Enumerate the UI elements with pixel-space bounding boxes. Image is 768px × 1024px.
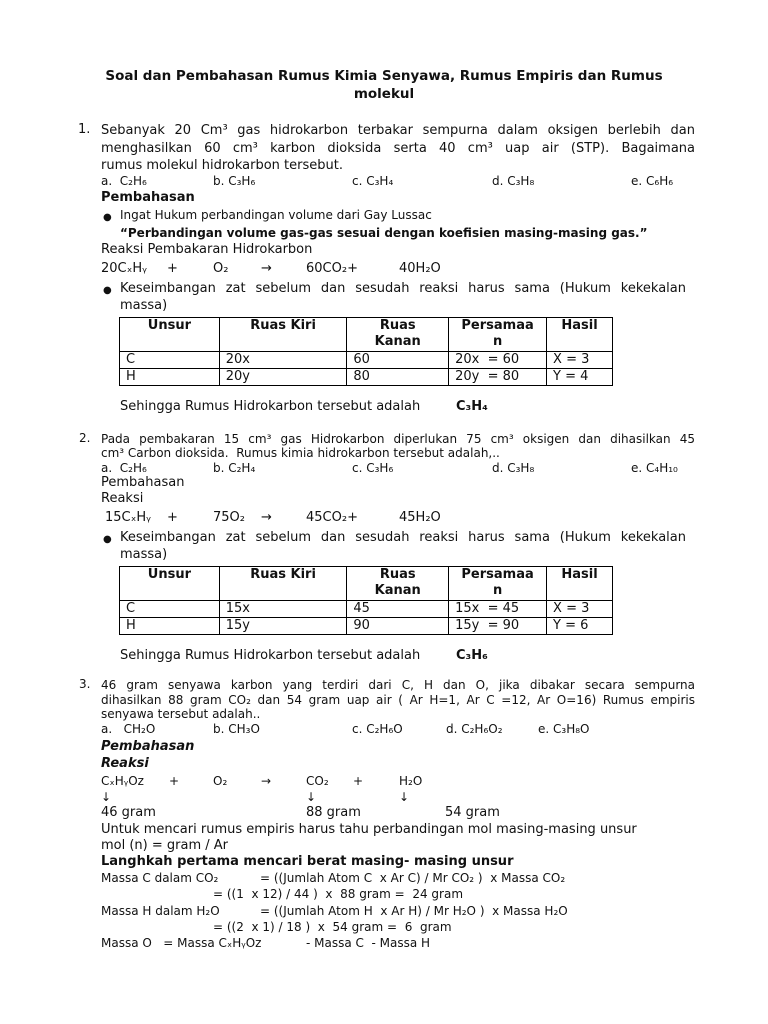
table-cell: 15y (219, 617, 347, 634)
table-cell: 45 (347, 600, 449, 617)
q3-eq-reactant: CₓHᵧOz (101, 774, 144, 788)
q1-table (119, 317, 613, 386)
q2-option-d: d. C₃H₈ (492, 461, 535, 475)
table-cell: 20x (219, 351, 347, 368)
q3-mass-h2o: 54 gram (445, 805, 500, 820)
q2-conclusion: Sehingga Rumus Hidrokarbon tersebut adalah (120, 648, 421, 663)
down-arrow-icon: ↓ (306, 790, 317, 804)
table-cell: 20y = 80 (449, 368, 547, 385)
bullet-icon: ● (103, 285, 112, 296)
title-line-2: molekul (353, 85, 415, 102)
table-cell: H (120, 368, 220, 385)
q2-answer: C₃H₆ (456, 648, 488, 663)
q2-eq-plus: + (167, 510, 178, 525)
table-row (120, 617, 613, 634)
header-cell: Unsur (120, 318, 220, 352)
q3-option-b: b. CH₃O (213, 722, 260, 736)
q3-text-1: Untuk mencari rumus empiris harus tahu perbandingan mol masing-masing unsur (101, 822, 637, 837)
q2-reaksi-label: Reaksi (101, 491, 144, 506)
header-cell: Persamaa n (449, 318, 547, 352)
q2-pembahasan-heading: Pembahasan (101, 475, 185, 490)
q3-line-2: dihasilkan 88 gram CO₂ dan 54 gram uap air ( Ar H=1, Ar C =12, Ar O=16) Rumus empiris (101, 693, 695, 707)
down-arrow-icon: ↓ (101, 790, 112, 804)
q1-eq-arrow: → (261, 261, 272, 276)
bullet-icon: ● (103, 212, 112, 223)
header-cell: Ruas Kanan (347, 567, 449, 601)
table-cell: 15y = 90 (449, 617, 547, 634)
q3-eq-oxygen: O₂ (213, 774, 228, 788)
q3-eq-co2: CO₂ (306, 774, 329, 788)
q3-mass-o-label: Massa O = Massa CₓHᵧOz (101, 936, 262, 950)
q2-option-e: e. C₄H₁₀ (631, 461, 678, 475)
q3-mass-c-label: Massa C dalam CO₂ (101, 871, 219, 885)
table-cell: 20y (219, 368, 347, 385)
q1-line-2: menghasilkan 60 cm³ karbon dioksida serta 40 cm³ uap air (STP). Bagaimana (101, 141, 695, 156)
q3-option-d: d. C₂H₆O₂ (446, 722, 503, 736)
q1-answer: C₃H₄ (456, 399, 488, 414)
table-cell: H (120, 617, 220, 634)
q3-mass-h-calc: = ((2 x 1) / 18 ) x 54 gram = 6 gram (213, 920, 452, 934)
table-row (120, 351, 613, 368)
table-cell: C (120, 600, 220, 617)
q2-eq-h2o: 45H₂O (399, 510, 441, 525)
q1-quote: “Perbandingan volume gas-gas sesuai dengan koefisien masing-masing gas.” (120, 226, 648, 240)
header-cell: Hasil (547, 567, 613, 601)
q3-eq-plus-2: + (353, 774, 364, 788)
q2-option-b: b. C₂H₄ (213, 461, 256, 475)
q1-eq-h2o: 40H₂O (399, 261, 441, 276)
q3-mass-o-rest: - Massa C - Massa H (306, 936, 431, 950)
q1-eq-oxygen: O₂ (213, 261, 229, 276)
table-header-row (120, 318, 613, 352)
header-cell: Ruas Kiri (219, 567, 347, 601)
q1-eq-plus: + (167, 261, 178, 276)
q2-table (119, 566, 613, 635)
q2-line-1: Pada pembakaran 15 cm³ gas Hidrokarbon diperlukan 75 cm³ oksigen dan dihasilkan 45 (101, 432, 695, 446)
q1-option-e: e. C₆H₆ (631, 174, 674, 188)
q3-mass-reactant: 46 gram (101, 805, 156, 820)
q1-option-b: b. C₃H₆ (213, 174, 256, 188)
q3-mass-h-label: Massa H dalam H₂O (101, 904, 220, 918)
q3-mass-h-formula: = ((Jumlah Atom H x Ar H) / Mr H₂O ) x Massa H₂O (260, 904, 568, 918)
q3-eq-arrow: → (261, 774, 272, 788)
q2-number: 2. (79, 431, 91, 445)
q2-eq-reactant: 15CₓHᵧ (105, 510, 152, 525)
q3-option-a: a. CH₂O (101, 722, 156, 736)
q2-option-a: a. C₂H₆ (101, 461, 147, 475)
table-cell: 15x (219, 600, 347, 617)
table-row (120, 368, 613, 385)
q3-step-1: Langhkah pertama mencari berat masing- masing unsur (101, 854, 514, 869)
title-line-1: Soal dan Pembahasan Rumus Kimia Senyawa, Rumus Empiris dan Rumus (105, 68, 663, 84)
header-cell: Ruas Kiri (219, 318, 347, 352)
down-arrow-icon: ↓ (399, 790, 410, 804)
q3-text-2: mol (n) = gram / Ar (101, 838, 229, 853)
q1-eq-reactant: 20CₓHᵧ (101, 261, 148, 276)
table-cell: Y = 4 (547, 368, 613, 385)
q3-eq-plus: + (169, 774, 180, 788)
q2-bullet2-line-1: Keseimbangan zat sebelum dan sesudah reaksi harus sama (Hukum kekekalan (120, 530, 686, 545)
header-cell: Ruas Kanan (347, 318, 449, 352)
q3-option-e: e. C₃H₈O (538, 722, 590, 736)
q3-mass-co2: 88 gram (306, 805, 361, 820)
q1-eq-co2: 60CO₂+ (306, 261, 358, 276)
q1-bullet2-line-1: Keseimbangan zat sebelum dan sesudah reaksi harus sama (Hukum kekekalan (120, 281, 686, 296)
table-row (120, 600, 613, 617)
q2-option-c: c. C₃H₆ (352, 461, 394, 475)
table-cell: X = 3 (547, 351, 613, 368)
page-title (60, 68, 708, 103)
q1-gay-lussac-note: Ingat Hukum perbandingan volume dari Gay Lussac (120, 208, 432, 222)
q3-option-c: c. C₂H₆O (352, 722, 403, 736)
q1-number: 1. (78, 122, 91, 137)
q2-line-2: cm³ Carbon dioksida. Rumus kimia hidrokarbon tersebut adalah,.. (101, 446, 500, 460)
q3-number: 3. (79, 677, 91, 691)
header-cell: Unsur (120, 567, 220, 601)
q3-line-1: 46 gram senyawa karbon yang terdiri dari C, H dan O, jika dibakar secara sempurna (101, 678, 695, 692)
q2-eq-arrow: → (261, 510, 272, 525)
table-cell: Y = 6 (547, 617, 613, 634)
q2-eq-co2: 45CO₂+ (306, 510, 358, 525)
table-header-row (120, 567, 613, 601)
q3-mass-c-calc: = ((1 x 12) / 44 ) x 88 gram = 24 gram (213, 887, 464, 901)
q1-line-1: Sebanyak 20 Cm³ gas hidrokarbon terbakar sempurna dalam oksigen berlebih dan (101, 123, 695, 138)
q3-eq-h2o: H₂O (399, 774, 423, 788)
table-cell: 60 (347, 351, 449, 368)
q1-reaksi-label: Reaksi Pembakaran Hidrokarbon (101, 242, 313, 257)
q3-line-3: senyawa tersebut adalah.. (101, 707, 261, 721)
header-cell: Persamaa n (449, 567, 547, 601)
q2-bullet2-line-2: massa) (120, 547, 168, 562)
q1-line-3: rumus molekul hidrokarbon tersebut. (101, 158, 343, 173)
q3-pembahasan-heading: Pembahasan (101, 739, 195, 754)
table-cell: 80 (347, 368, 449, 385)
q1-option-a: a. C₂H₆ (101, 174, 147, 188)
q1-option-d: d. C₃H₈ (492, 174, 535, 188)
bullet-icon: ● (103, 534, 112, 545)
q1-pembahasan-heading: Pembahasan (101, 190, 195, 205)
table-cell: 20x = 60 (449, 351, 547, 368)
q3-reaksi-heading: Reaksi (101, 756, 149, 771)
table-cell: 90 (347, 617, 449, 634)
table-cell: 15x = 45 (449, 600, 547, 617)
table-cell: X = 3 (547, 600, 613, 617)
q2-eq-oxygen: 75O₂ (213, 510, 245, 525)
q3-mass-c-formula: = ((Jumlah Atom C x Ar C) / Mr CO₂ ) x Massa CO₂ (260, 871, 566, 885)
table-cell: C (120, 351, 220, 368)
q1-bullet2-line-2: massa) (120, 298, 168, 313)
header-cell: Hasil (547, 318, 613, 352)
q1-conclusion: Sehingga Rumus Hidrokarbon tersebut adalah (120, 399, 421, 414)
q1-option-c: c. C₃H₄ (352, 174, 394, 188)
